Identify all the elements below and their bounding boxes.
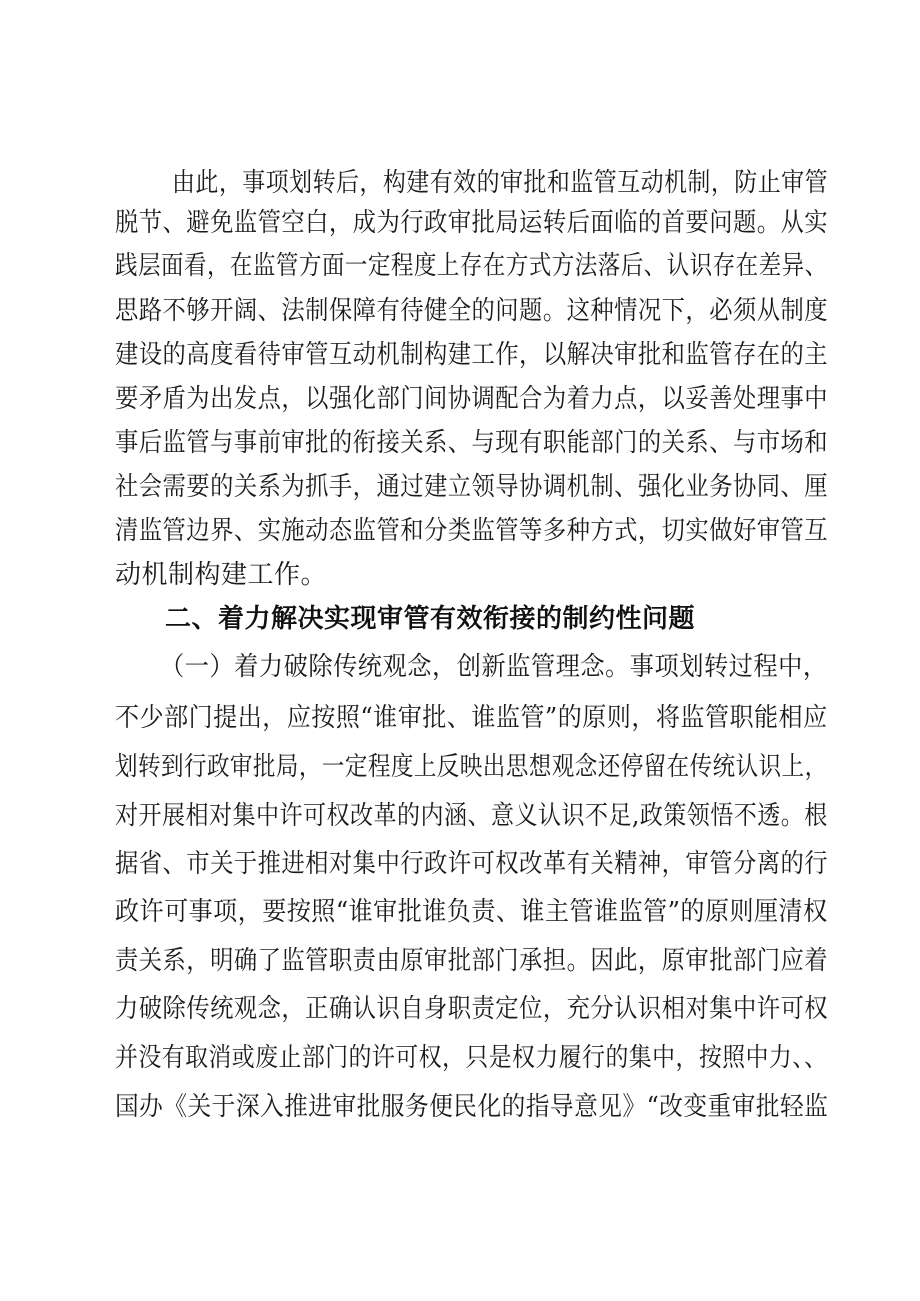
paragraph-1-line-9: 清监管边界、实施动态监管和分类监管等多种方式，切实做好审管互 <box>115 516 829 546</box>
paragraph-2-line-9: 并没有取消或废止部门的许可权，只是权力履行的集中，按照中力、、 <box>115 1043 828 1073</box>
paragraph-2-line-1: （一）着力破除传统观念，创新监管理念。事项划转过程中， <box>160 652 828 682</box>
paragraph-1-line-4: 思路不够开阔、法制保障有待健全的问题。这种情况下，必须从制度 <box>115 296 829 326</box>
paragraph-2-line-2: 不少部门提出，应按照“谁审批、谁监管”的原则，将监管职能相应 <box>115 703 828 733</box>
paragraph-2-line-5: 据省、市关于推进相对集中行政许可权改革有关精神，审管分离的行 <box>115 849 829 879</box>
paragraph-2-line-7: 责关系，明确了监管职责由原审批部门承担。因此，原审批部门应着 <box>115 946 829 976</box>
paragraph-2-line-3: 划转到行政审批局，一定程度上反映出思想观念还停留在传统认识上， <box>115 752 828 782</box>
paragraph-2-line-4: 对开展相对集中许可权改革的内涵、意义认识不足,政策领悟不透。根 <box>115 801 828 831</box>
paragraph-2-line-10: 国办《关于深入推进审批服务便民化的指导意见》“改变重审批轻监 <box>115 1092 829 1122</box>
paragraph-2-line-8: 力破除传统观念，正确认识自身职责定位，充分认识相对集中许可权 <box>115 994 829 1024</box>
section-heading: 二、着力解决实现审管有效衔接的制约性问题 <box>165 604 696 634</box>
paragraph-1-line-3: 践层面看，在监管方面一定程度上存在方式方法落后、认识存在差异、 <box>115 251 828 281</box>
paragraph-1-line-7: 事后监管与事前审批的衔接关系、与现有职能部门的关系、与市场和 <box>115 428 829 458</box>
paragraph-1-line-5: 建设的高度看待审管互动机制构建工作，以解决审批和监管存在的主 <box>115 340 829 370</box>
paragraph-1-line-8: 社会需要的关系为抓手，通过建立领导协调机制、强化业务协同、厘 <box>115 472 829 502</box>
paragraph-1-line-6: 要矛盾为出发点，以强化部门间协调配合为着力点，以妥善处理事中 <box>115 384 829 414</box>
paragraph-1-line-1: 由此，事项划转后，构建有效的审批和监管互动机制，防止审管 <box>172 168 829 198</box>
paragraph-1-line-10: 动机制构建工作。 <box>115 560 328 590</box>
paragraph-2-line-6: 政许可事项，要按照“谁审批谁负责、谁主管谁监管”的原则厘清权 <box>115 897 828 927</box>
paragraph-1-line-2: 脱节、避免监管空白，成为行政审批局运转后面临的首要问题。从实 <box>115 208 829 238</box>
